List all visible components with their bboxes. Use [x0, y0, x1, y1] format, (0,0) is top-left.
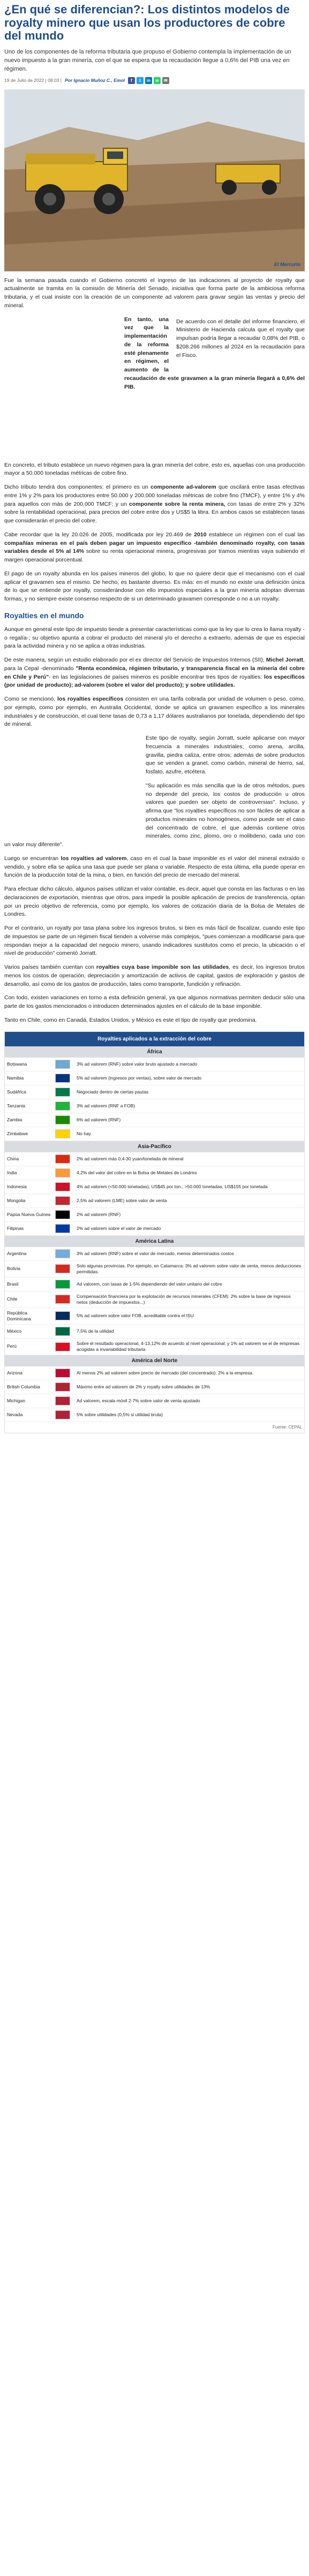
flag-cell — [53, 1308, 74, 1324]
table-row — [5, 1207, 304, 1221]
region-table — [5, 1152, 304, 1236]
table-row — [5, 1247, 304, 1261]
paragraph: Por el contrario, un royalty por tasa plana sobre los ingresos brutos, si bien es más fácil de fiscalizar, cuando este tipo de impuestos se parte de un régimen fiscal tienden a volverse más complejos, "pues comienzan a modificarse para que respondan mejor a la capacidad del negocio minero, usando indicadores sustitutos como el precio, la ubicación o el nivel de producción" comentó Jorratt. — [4, 925, 305, 957]
table-row — [5, 1324, 304, 1338]
paragraph: Dicho tributo tendrá dos componentes: el primero es un componente ad-valorem que oscilará entre tasas efectivas entre 1% y 2% para los productores entre 50.000 y 200.000 toneladas métricas de cobre fino (TMCF), y entre 1% y 4% para aquellos con más de 200.000 TMCF; y un componente sobre la renta minera, con tasas de entre 2% y 32% sobre la rentabilidad operacional, para precios del cobre entre dos y US$5 la libra. En ambos casos se establecen tasas que considerarán el precio del cobre. — [4, 484, 305, 525]
article-lead: Uno de los componentes de la reforma tributaria que propuso el Gobierno contempla la implementación de un nuevo impuesto a la gran minería, con el que se espera que la recaudación llegue a 0,6% del PIB una vez en régimen. — [4, 48, 291, 72]
country-cell: Botswana — [5, 1058, 53, 1072]
table-body — [5, 1046, 304, 1422]
twitter-icon[interactable]: t — [137, 77, 144, 84]
country-cell: Michigan — [5, 1394, 53, 1408]
country-cell: Bolivia — [5, 1260, 53, 1277]
mining-truck-illustration — [4, 89, 305, 271]
section-heading: Royalties en el mundo — [4, 611, 84, 620]
flag-icon — [55, 1224, 70, 1233]
royalty-cell: 2% ad valorem más 0,4-30 yuan/tonelada de mineral — [74, 1152, 304, 1166]
paragraph: Como se mencionó, los royalties específicos consisten en una tarifa cobrada por unidad de volumen o peso, como, por ejemplo, como por ejemplo, en Australia Occidental, donde se aplica un gravamen específico a los minerales industriales y de construcción, el cual tiene tasas de 0,73 a 1,17 dólares australianos por tonelada, dependiendo del tipo de mineral. — [4, 696, 305, 728]
flag-icon — [55, 1249, 70, 1258]
royalty-cell: 5% sobre utilidades (0,5% si utilidad bruta) — [74, 1408, 304, 1422]
table-region-header: América del Norte — [5, 1355, 304, 1366]
article-date: 19 de Julio de 2022 | 08:03 | — [4, 77, 62, 83]
flag-cell — [53, 1166, 74, 1180]
flag-cell — [53, 1127, 74, 1141]
author-link[interactable]: Por Ignacio Muñoz C., Emol — [64, 77, 125, 83]
table-row — [5, 1277, 304, 1291]
country-cell: India — [5, 1166, 53, 1180]
royalty-cell: 3% ad valorem (RNF) sobre valor bruto ajustado a mercado — [74, 1058, 304, 1072]
flag-icon — [55, 1342, 70, 1351]
flag-cell — [53, 1194, 74, 1207]
flag-cell — [53, 1366, 74, 1380]
country-cell: Arizona — [5, 1366, 53, 1380]
royalty-cell: Ad valorem, escala móvil 2-7% sobre valor de venta ajustado — [74, 1394, 304, 1408]
flag-cell — [53, 1152, 74, 1166]
table-row — [5, 1127, 304, 1141]
hero-caption: El Mercurio — [274, 262, 300, 268]
flag-icon — [55, 1060, 70, 1069]
country-cell: Nevada — [5, 1408, 53, 1422]
paragraph: "Su aplicación es más sencilla que la de otros métodos, pues no depende del precio, los costos de producción u otros valores que pueden ser objeto de controversias". Incluso, y afirma que "los royalties específicos no son fáciles de aplicar a productos minerales no homogéneos, como puede ser el caso del concentrado de cobre, el que además contiene otros minerales, como zinc, plomo, oro o molibdeno, cada uno con un valor muy diferente". — [4, 782, 305, 848]
region-table — [5, 1247, 304, 1355]
flag-icon — [55, 1382, 70, 1392]
country-cell: Zimbabwe — [5, 1127, 53, 1141]
royalty-table — [4, 1031, 305, 1433]
country-cell: Sudáfrica — [5, 1085, 53, 1099]
region-table — [5, 1366, 304, 1422]
royalty-cell: Solo algunas provincias. Por ejemplo, en Catamarca: 3% ad valorem sobre valor de venta, menos deducciones permitidas. — [74, 1260, 304, 1277]
side-text — [176, 318, 305, 364]
royalty-cell: No hay — [74, 1127, 304, 1141]
paragraph: Con todo, existen variaciones en torno a esta definición general, ya que algunos normativas permiten deducir sólo una parte de los gastos mencionados o introducen determinados ajustes en el cálculo de la base imponible. — [4, 994, 305, 1010]
royalty-cell: 2,5% ad valorem (LME) sobre valor de venta — [74, 1194, 304, 1207]
flag-icon — [55, 1168, 70, 1177]
table-row — [5, 1394, 304, 1408]
flag-cell — [53, 1180, 74, 1194]
paragraph: Para efectuar dicho cálculo, algunos países utilizan el valor contable, es decir, aquel que consta en las facturas o en las declaraciones de exportación, mientras que otros, para impedir la posible aplicación de precios de transferencia, optan por un precio objetivo de referencia, como por ejemplo, los valores de cotización diaria de la Bolsa de Metales de Londres. — [4, 886, 305, 918]
email-icon[interactable]: ✉ — [162, 77, 169, 84]
flag-icon — [55, 1115, 70, 1124]
country-cell: British Columbia — [5, 1380, 53, 1394]
ad-space — [4, 736, 138, 833]
royalty-cell: 3% ad valorem (RNF) sobre el valor de mercado, menos determinados costos — [74, 1247, 304, 1261]
flag-icon — [55, 1129, 70, 1138]
paragraph: De acuerdo con el detalle del informe financiero, el Ministerio de Hacienda calcula que el royalty que impulsan podría llegar a recaudar 0,08% del PIB, o $208.266 millones al 2024 en la recaudación para el Fisco. — [176, 318, 305, 359]
table-row — [5, 1099, 304, 1113]
flag-icon — [55, 1396, 70, 1405]
paragraph: En concreto, el tributo establece un nuevo régimen para la gran minería del cobre, esto es, aquellas con una producción mayor a 50.000 toneladas métricas de cobre fino. — [4, 461, 305, 477]
flag-icon — [55, 1327, 70, 1336]
table-row — [5, 1408, 304, 1422]
flag-icon — [55, 1369, 70, 1378]
flag-cell — [53, 1394, 74, 1408]
facebook-icon[interactable]: f — [128, 77, 135, 84]
table-row — [5, 1291, 304, 1308]
flag-icon — [55, 1074, 70, 1083]
country-cell: China — [5, 1152, 53, 1166]
flag-cell — [53, 1058, 74, 1072]
country-cell: Papúa Nueva Guinea — [5, 1207, 53, 1221]
article-meta — [4, 77, 305, 84]
flag-cell — [53, 1113, 74, 1127]
royalty-cell: 5% ad valorem sobre valor FOB, acreditable contra el ISU — [74, 1308, 304, 1324]
table-row — [5, 1366, 304, 1380]
table-row — [5, 1380, 304, 1394]
flag-cell — [53, 1291, 74, 1308]
flag-cell — [53, 1085, 74, 1099]
country-cell: Tanzania — [5, 1099, 53, 1113]
royalty-cell: Compensación financiera por la explotación de recursos minerales (CFEM): 2% sobre la base de ingresos netos (deducción de impuestos...) — [74, 1291, 304, 1308]
flag-cell — [53, 1207, 74, 1221]
flag-icon — [55, 1311, 70, 1320]
country-cell: Namibia — [5, 1071, 53, 1085]
country-cell: Perú — [5, 1338, 53, 1355]
linkedin-icon[interactable]: in — [145, 77, 152, 84]
country-cell: República Dominicana — [5, 1308, 53, 1324]
royalty-cell: Negociado dentro de ciertas pautas — [74, 1085, 304, 1099]
flag-icon — [55, 1295, 70, 1304]
royalty-cell: 5% ad valorem (ingresos por ventas), sobre valor de mercado — [74, 1071, 304, 1085]
royalty-cell: 4% ad valorem (<50.000 toneladas), US$45 por ton.; >50.000 toneladas, US$155 por tonelada — [74, 1180, 304, 1194]
flag-icon — [55, 1280, 70, 1289]
paragraph: Este tipo de royalty, según Jorratt, suele aplicarse con mayor frecuencia a minerales industriales; como arena, arcilla, gravilla, piedra caliza, entre otros; además de sobre productos que se venden a granel, como carbón, mineral de hierro, sal, fosfato, azufre, etcétera. — [146, 735, 305, 776]
paragraph-bold: En tanto, una vez que la implementación de la reforma esté plenamente en régimen, el aumento de la recaudación de este gravamen a la gran minería llegará a 0,6% del PIB. — [124, 316, 305, 390]
royalty-cell: 3% ad valorem (RNF a FOB) — [74, 1099, 304, 1113]
paragraph: Fue la semana pasada cuando el Gobierno concretó el ingreso de las indicaciones al proyecto de royalty que actualmente se tramita en la comisión de Minería del Senado, iniciativa que forma parte de la ambiciosa reforma tributaria, y el cual insiste con la creación de un componente ad valorem para gravar según las ventas y precio del mineral. — [4, 277, 305, 309]
table-row — [5, 1113, 304, 1127]
paragraph: El pago de un royalty abunda en los países mineros del globo, lo que no quiere decir que el mecanismo con el cual aplicar el gravamen sea el mismo. De hecho, es bastante diverso. Es más: en el mundo no existe una definición única de lo que se entiende por royalty, considerándose con ello impuestos especiales a la gran minería adoptan diversas formas, y no siempre existe consenso respecto de si un determinado gravamen corresponde o no a un royalty. — [4, 570, 305, 603]
paragraph: Aunque en general este tipo de impuesto tiende a presentar características como que la ley que lo crea lo llama royalty -o regalía-; su objetivo apunta a cobrar el producto del mineral y/o el derecho a extraerlo, además de que es especial para la actividad minera y no se aplica a otras industrias. — [4, 626, 305, 650]
flag-icon — [55, 1410, 70, 1419]
flag-icon — [55, 1088, 70, 1097]
royalty-cell: 7,5% de la utilidad — [74, 1324, 304, 1338]
royalty-cell: 6% ad valorem (RNF) — [74, 1113, 304, 1127]
country-cell: Indonesia — [5, 1180, 53, 1194]
flag-cell — [53, 1277, 74, 1291]
flag-cell — [53, 1099, 74, 1113]
royalty-cell: Sobre el resultado operacional, 4-13,12% de acuerdo al nivel operacional; y 1% ad valorem se el de empresas acogidas a invariabilidad tributaria — [74, 1338, 304, 1355]
table-row — [5, 1071, 304, 1085]
paragraph: De este manera, según un estudio elaborado por el ex director del Servicio de Impuestos Internos (SII), Michel Jorratt, para la Cepal -denominado "Renta económica, régimen tributario, y transparencia fiscal en la minería del cobre en Chile y Perú"- en las legislaciones de países mineros es posible encontrar tres tipos de royalties: los específicos (por unidad de producto); ad-valorem (sobre el valor del producto); y sobre utilidades. — [4, 657, 305, 689]
country-cell: Brasil — [5, 1277, 53, 1291]
paragraph: Varios países también cuentan con royalties cuya base imponible son las utilidades, es decir, los ingresos brutos menos los costos de operación, depreciación y amortización de activos de capital, gastos de exploración y gastos de desarrollo, así como de los gastos de producción, tales como transporte, fundición y refinación. — [4, 964, 305, 987]
flag-cell — [53, 1408, 74, 1422]
table-row — [5, 1180, 304, 1194]
country-cell: Filipinas — [5, 1221, 53, 1235]
royalty-cell: Máximo entre ad valorem de 2% y royalty sobre utilidades de 13% — [74, 1380, 304, 1394]
table-row — [5, 1085, 304, 1099]
paragraph: Tanto en Chile, como en Canadá, Estados Unidos, y México es este el tipo de royalty que predomina. — [4, 1016, 257, 1023]
flag-cell — [53, 1380, 74, 1394]
table-row — [5, 1308, 304, 1324]
table-row — [5, 1338, 304, 1355]
country-cell: Mongolia — [5, 1194, 53, 1207]
flag-cell — [53, 1247, 74, 1261]
flag-cell — [53, 1338, 74, 1355]
royalty-cell: 2% ad valorem sobre el valor de mercado — [74, 1221, 304, 1235]
paragraph: Cabe recordar que la ley 20.026 de 2005, modificada por ley 20.469 de 2010 establece un régimen con el cual las compañías mineras en el país deben pagar un impuesto específico -también denominado royalty, con tasas variables desde el 5% al 14% sobre su renta operacional minera, progresivas por tramos mientras vaya subiendo el margen operacional porcentual. — [4, 531, 305, 564]
flag-icon — [55, 1154, 70, 1164]
table-row — [5, 1194, 304, 1207]
article-title: ¿En qué se diferencian?: Los distintos modelos de royalty minero que usan los productores de cobre del mundo — [4, 3, 290, 43]
flag-cell — [53, 1221, 74, 1235]
flag-cell — [53, 1324, 74, 1338]
table-title: Royalties aplicados a la extracción del cobre — [5, 1032, 304, 1046]
flag-icon — [55, 1182, 70, 1191]
table-source: Fuente: CEPAL — [273, 1425, 302, 1430]
table-region-header: África — [5, 1046, 304, 1058]
ad-space — [4, 318, 117, 457]
country-cell: Argentina — [5, 1247, 53, 1261]
table-row — [5, 1058, 304, 1072]
paragraph: Luego se encuentran los royalties ad valorem, caso en el cual la base imponible es el valor del mineral extraído o vendido, y sobre ella se aplica una tasa que puede ser plana o variable. Respecto de esta última, ella puede operar en función de la producción total de la mina, o bien, en función del precio de mercado del mineral. — [4, 855, 305, 879]
flag-cell — [53, 1260, 74, 1277]
flag-icon — [55, 1196, 70, 1205]
country-cell: Zambia — [5, 1113, 53, 1127]
royalty-cell: 2% ad valorem (RNF) — [74, 1207, 304, 1221]
region-table — [5, 1058, 304, 1141]
share-buttons — [128, 77, 169, 84]
hero-image — [4, 89, 305, 271]
table-row — [5, 1152, 304, 1166]
royalty-cell: Ad valorem, con tasas de 1-5% dependiendo del valor unitario del cobre — [74, 1277, 304, 1291]
royalty-cell: Al menos 2% ad valorem sobre precio de mercado (del concentrado); 2% a la empresa. — [74, 1366, 304, 1380]
country-cell: México — [5, 1324, 53, 1338]
table-row — [5, 1260, 304, 1277]
whatsapp-icon[interactable]: w — [154, 77, 161, 84]
table-region-header: Asia-Pacífico — [5, 1141, 304, 1152]
flag-icon — [55, 1264, 70, 1273]
royalty-cell: 4,2% del valor del cobre en la Bolsa de Metales de Londres — [74, 1166, 304, 1180]
table-row — [5, 1221, 304, 1235]
table-row — [5, 1166, 304, 1180]
flag-icon — [55, 1101, 70, 1111]
flag-cell — [53, 1071, 74, 1085]
table-region-header: América Latina — [5, 1236, 304, 1247]
flag-icon — [55, 1210, 70, 1219]
country-cell: Chile — [5, 1291, 53, 1308]
